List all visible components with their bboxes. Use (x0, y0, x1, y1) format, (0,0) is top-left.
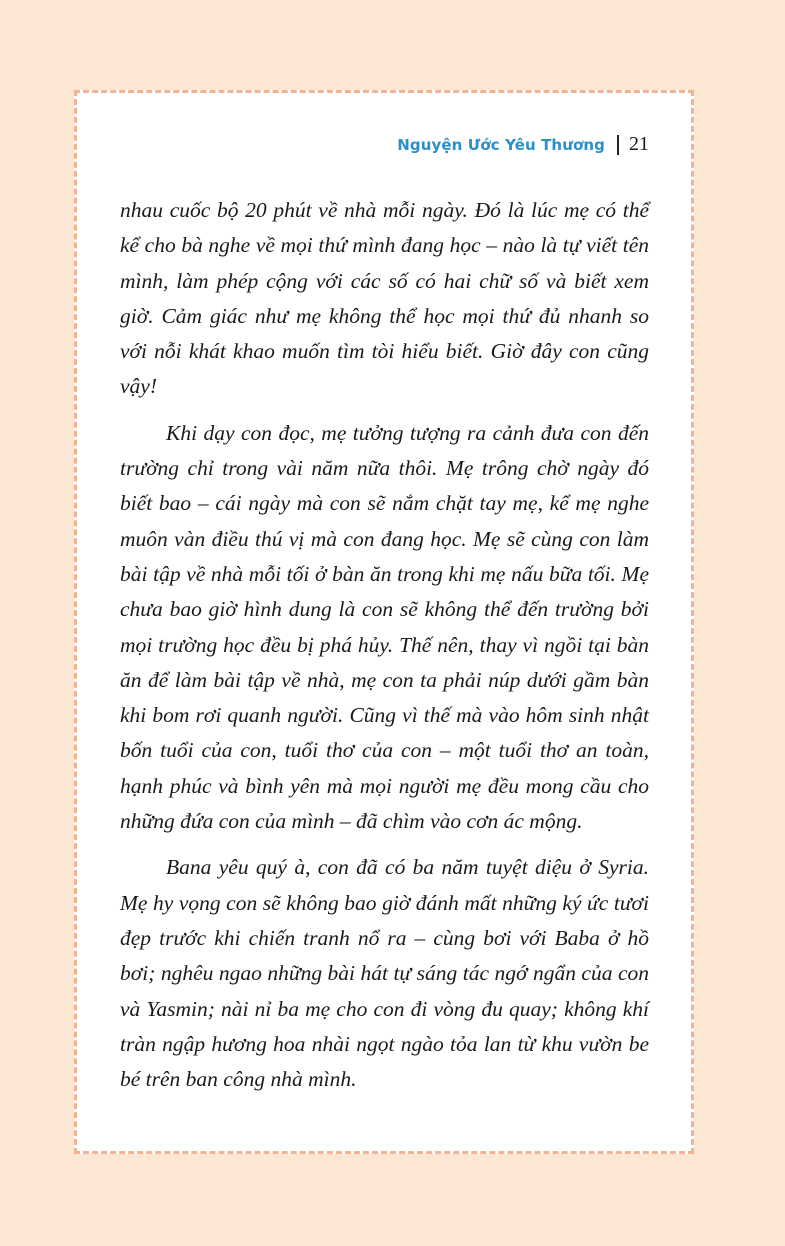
running-header (397, 133, 649, 156)
body-text (120, 193, 649, 1108)
page-number: 21 (629, 133, 649, 155)
paragraph-2: Khi dạy con đọc, mẹ tưởng tượng ra cảnh đưa con đến trường chỉ trong vài năm nữa thôi. Mẹ trông chờ ngày đó biết bao – cái ngày mà con sẽ nắm chặt tay mẹ, kể mẹ nghe muôn vàn điều thú vị mà con đang học. Mẹ sẽ cùng con làm bài tập về nhà mỗi tối ở bàn ăn trong khi mẹ nấu bữa tối. Mẹ chưa bao giờ hình dung là con sẽ không thể đến trường bởi mọi trường học đều bị phá hủy. Thế nên, thay vì ngồi tại bàn ăn để làm bài tập về nhà, mẹ con ta phải núp dưới gầm bàn khi bom rơi quanh người. Cũng vì thế mà vào hôm sinh nhật bốn tuổi của con, tuổi thơ của con – một tuổi thơ an toàn, hạnh phúc và bình yên mà mọi người mẹ đều mong cầu cho những đứa con của mình – đã chìm vào cơn ác mộng. (120, 420, 649, 834)
paragraph-1: nhau cuốc bộ 20 phút về nhà mỗi ngày. Đó là lúc mẹ có thể kể cho bà nghe về mọi thứ mình đang học – nào là tự viết tên mình, làm phép cộng với các số có hai chữ số và biết xem giờ. Cảm giác như mẹ không thể học mọi thứ đủ nhanh so với nỗi khát khao muốn tìm tòi hiểu biết. Giờ đây con cũng vậy! (120, 198, 649, 399)
paragraph-3: Bana yêu quý à, con đã có ba năm tuyệt diệu ở Syria. Mẹ hy vọng con sẽ không bao giờ đánh mất những ký ức tươi đẹp trước khi chiến tranh nổ ra – cùng bơi với Baba ở hồ bơi; nghêu ngao những bài hát tự sáng tác ngớ ngẩn của con và Yasmin; nài nỉ ba mẹ cho con đi vòng đu quay; không khí tràn ngập hương hoa nhài ngọt ngào tỏa lan từ khu vườn be bé trên ban công nhà mình. (120, 855, 649, 1092)
book-title: Nguyện Ước Yêu Thương (397, 135, 605, 154)
header-divider (617, 135, 619, 155)
book-page (74, 90, 694, 1154)
